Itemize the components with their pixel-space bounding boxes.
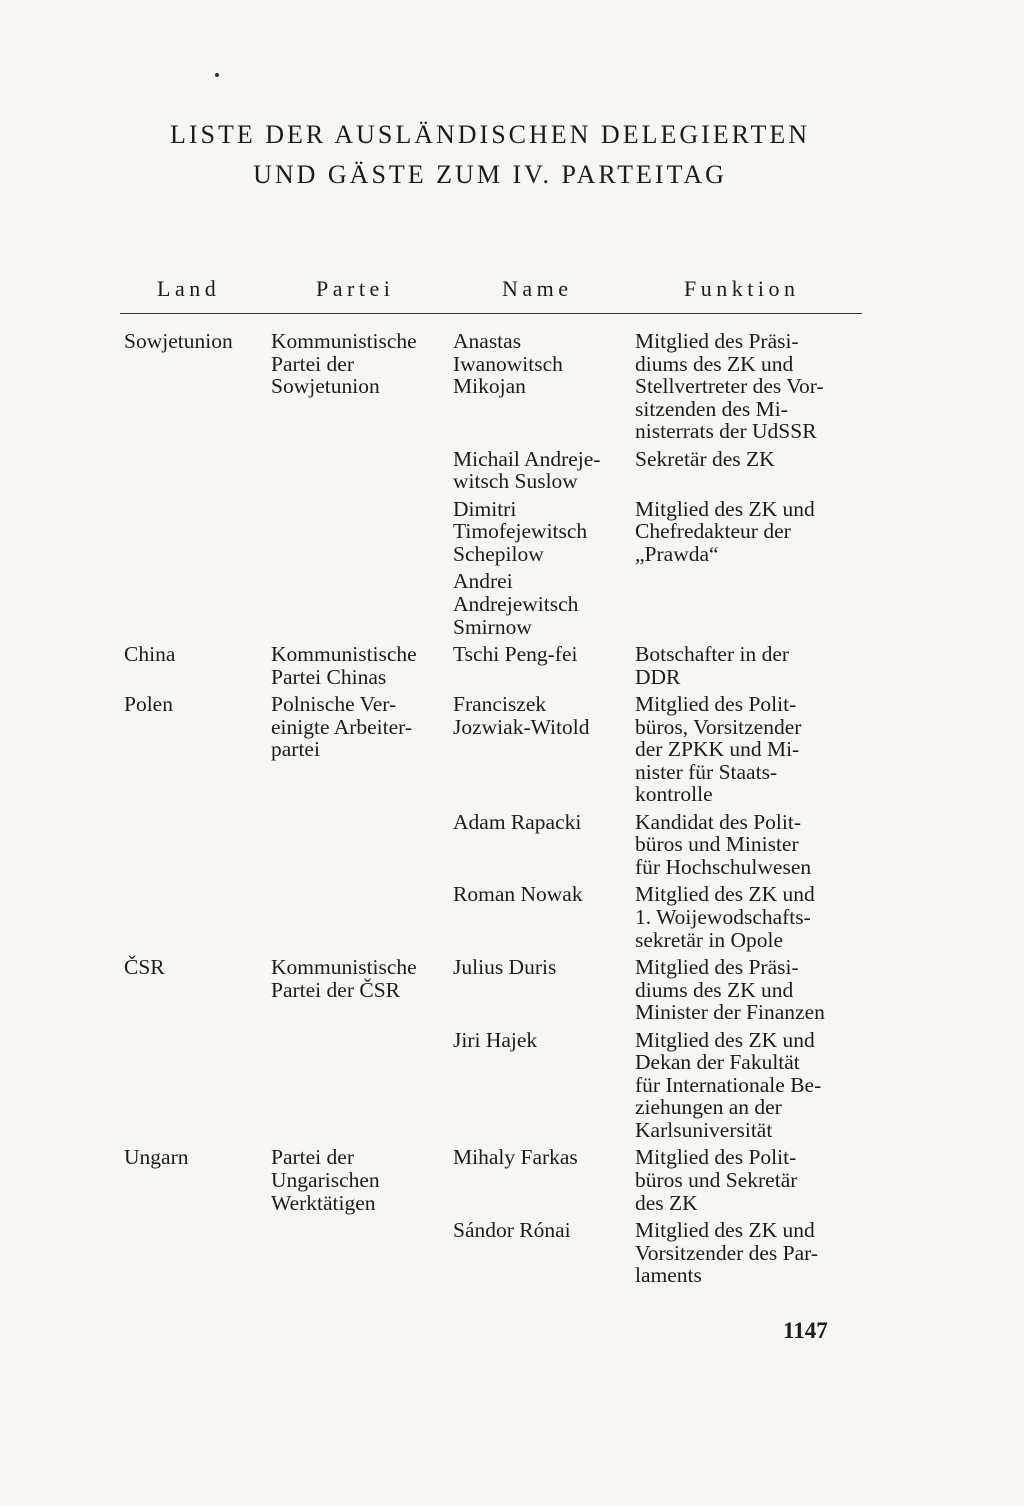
title-line-2: UND GÄSTE ZUM IV. PARTEITAG — [253, 160, 727, 189]
partei-line: Partei der — [271, 1145, 354, 1170]
funktion-line: nister für Staats- — [635, 759, 778, 784]
cell-funktion — [635, 1029, 863, 1142]
cell-funktion — [635, 448, 863, 471]
funktion-line: Sekretär des ZK — [635, 446, 775, 471]
funktion-line: büros und Minister — [635, 832, 799, 857]
cell-funktion — [635, 498, 863, 566]
partei-line: Partei Chinas — [271, 664, 387, 689]
partei-line: Ungarischen — [271, 1167, 380, 1192]
column-header-partei: Partei — [316, 276, 395, 301]
name-line: Mihaly Farkas — [453, 1145, 578, 1170]
land-line: Ungarn — [124, 1145, 189, 1170]
cell-land — [124, 1146, 264, 1169]
cell-name — [453, 883, 628, 906]
funktion-line: Botschafter in der — [635, 641, 790, 666]
funktion-line: Mitglied des ZK und — [635, 1217, 815, 1242]
cell-funktion — [635, 643, 863, 688]
name-line: Julius Duris — [453, 954, 557, 979]
cell-land — [124, 693, 264, 716]
partei-line: Partei der — [271, 351, 354, 376]
table-row — [0, 1219, 1024, 1292]
funktion-line: diums des ZK und — [635, 351, 794, 376]
cell-funktion — [635, 693, 863, 806]
funktion-line: Minister der Finanzen — [635, 1000, 825, 1025]
cell-partei — [271, 693, 443, 761]
cell-name — [453, 811, 628, 834]
partei-line: Kommunistische — [271, 329, 417, 353]
name-line: Jozwiak-Witold — [453, 714, 590, 739]
title-line-1: LISTE DER AUSLÄNDISCHEN DELEGIERTEN — [169, 120, 810, 149]
page-title — [110, 115, 870, 195]
funktion-line: Mitglied des ZK und — [635, 1027, 815, 1052]
partei-line: Polnische Ver- — [271, 691, 397, 716]
funktion-line: Stellvertreter des Vor- — [635, 374, 824, 399]
cell-name — [453, 570, 628, 638]
table-row — [0, 1146, 1024, 1219]
cell-partei — [271, 330, 443, 398]
funktion-line: diums des ZK und — [635, 977, 794, 1002]
table-row — [0, 1029, 1024, 1147]
table-row — [0, 956, 1024, 1029]
funktion-line: büros und Sekretär — [635, 1167, 798, 1192]
table-row — [0, 448, 1024, 498]
column-header-funktion: Funktion — [684, 276, 800, 301]
cell-name — [453, 1029, 628, 1052]
cell-funktion — [635, 1219, 863, 1287]
cell-name — [453, 1146, 628, 1169]
name-line: Timofejewitsch — [453, 519, 588, 544]
name-line: Smirnow — [453, 614, 532, 639]
funktion-line: Kandidat des Polit- — [635, 809, 802, 834]
funktion-line: Mitglied des ZK und — [635, 496, 815, 521]
cell-name — [453, 448, 628, 493]
funktion-line: „Prawda“ — [635, 541, 719, 566]
cell-name — [453, 330, 628, 398]
funktion-line: nisterrats der UdSSR — [635, 419, 817, 444]
partei-line: Kommunistische — [271, 641, 417, 666]
name-line: Mikojan — [453, 374, 526, 399]
cell-name — [453, 693, 628, 738]
land-line: China — [124, 641, 176, 666]
cell-funktion — [635, 1146, 863, 1214]
page-number: 1147 — [783, 1318, 828, 1343]
funktion-line: Mitglied des Präsi- — [635, 329, 799, 353]
funktion-line: kontrolle — [635, 782, 713, 807]
funktion-line: Mitglied des Präsi- — [635, 954, 799, 979]
name-line: Anastas — [453, 329, 522, 353]
name-line: Schepilow — [453, 541, 544, 566]
cell-funktion — [635, 330, 863, 443]
table-row — [0, 570, 1024, 643]
funktion-line: ziehungen an der — [635, 1095, 782, 1120]
cell-land — [124, 956, 264, 979]
delegates-table — [0, 330, 1024, 1292]
funktion-line: 1. Woijewodschafts- — [635, 904, 811, 929]
name-line: Adam Rapacki — [453, 809, 582, 834]
land-line: ČSR — [124, 954, 165, 979]
partei-line: Partei der ČSR — [271, 977, 400, 1002]
cell-funktion — [635, 956, 863, 1024]
funktion-line: Chefredakteur der — [635, 519, 791, 544]
cell-partei — [271, 1146, 443, 1214]
table-row — [0, 883, 1024, 956]
print-speck — [215, 73, 219, 77]
name-line: Andrejewitsch — [453, 591, 579, 616]
cell-partei — [271, 643, 443, 688]
name-line: Roman Nowak — [453, 882, 583, 907]
funktion-line: laments — [635, 1263, 702, 1288]
funktion-line: der ZPKK und Mi- — [635, 737, 800, 762]
name-line: Andrei — [453, 569, 513, 594]
table-row — [0, 811, 1024, 884]
funktion-line: Mitglied des ZK und — [635, 882, 815, 907]
funktion-line: Dekan der Fakultät — [635, 1050, 800, 1075]
funktion-line: Mitglied des Polit- — [635, 691, 797, 716]
name-line: Jiri Hajek — [453, 1027, 538, 1052]
funktion-line: Vorsitzender des Par- — [635, 1240, 819, 1265]
table-row — [0, 330, 1024, 448]
table-header — [0, 276, 1024, 308]
funktion-line: Karlsuniversität — [635, 1117, 773, 1142]
cell-partei — [271, 956, 443, 1001]
table-row — [0, 498, 1024, 571]
table-row — [0, 643, 1024, 693]
cell-name — [453, 956, 628, 979]
cell-funktion — [635, 811, 863, 879]
funktion-line: DDR — [635, 664, 681, 689]
name-line: Michail Andreje- — [453, 446, 601, 471]
funktion-line: des ZK — [635, 1190, 698, 1215]
cell-name — [453, 1219, 628, 1242]
column-header-land: Land — [157, 276, 221, 301]
funktion-line: büros, Vorsitzender — [635, 714, 802, 739]
funktion-line: sekretär in Opole — [635, 927, 784, 952]
name-line: Dimitri — [453, 496, 517, 521]
funktion-line: Mitglied des Polit- — [635, 1145, 797, 1170]
cell-funktion — [635, 883, 863, 951]
name-line: Iwanowitsch — [453, 351, 563, 376]
name-line: Tschi Peng-fei — [453, 641, 578, 666]
funktion-line: sitzenden des Mi- — [635, 396, 788, 421]
name-line: Franciszek — [453, 691, 547, 716]
table-row — [0, 693, 1024, 811]
funktion-line: für Hochschulwesen — [635, 854, 812, 879]
land-line: Polen — [124, 691, 173, 716]
land-line: Sowjetunion — [124, 329, 233, 353]
funktion-line: für Internationale Be- — [635, 1072, 822, 1097]
partei-line: Sowjetunion — [271, 374, 380, 399]
partei-line: einigte Arbeiter- — [271, 714, 413, 739]
name-line: witsch Suslow — [453, 469, 578, 494]
cell-land — [124, 330, 264, 353]
cell-land — [124, 643, 264, 666]
partei-line: Werktätigen — [271, 1190, 376, 1215]
cell-name — [453, 498, 628, 566]
cell-name — [453, 643, 628, 666]
column-header-name: Name — [502, 276, 573, 301]
header-rule — [120, 313, 862, 314]
name-line: Sándor Rónai — [453, 1217, 571, 1242]
partei-line: Kommunistische — [271, 954, 417, 979]
partei-line: partei — [271, 737, 320, 762]
